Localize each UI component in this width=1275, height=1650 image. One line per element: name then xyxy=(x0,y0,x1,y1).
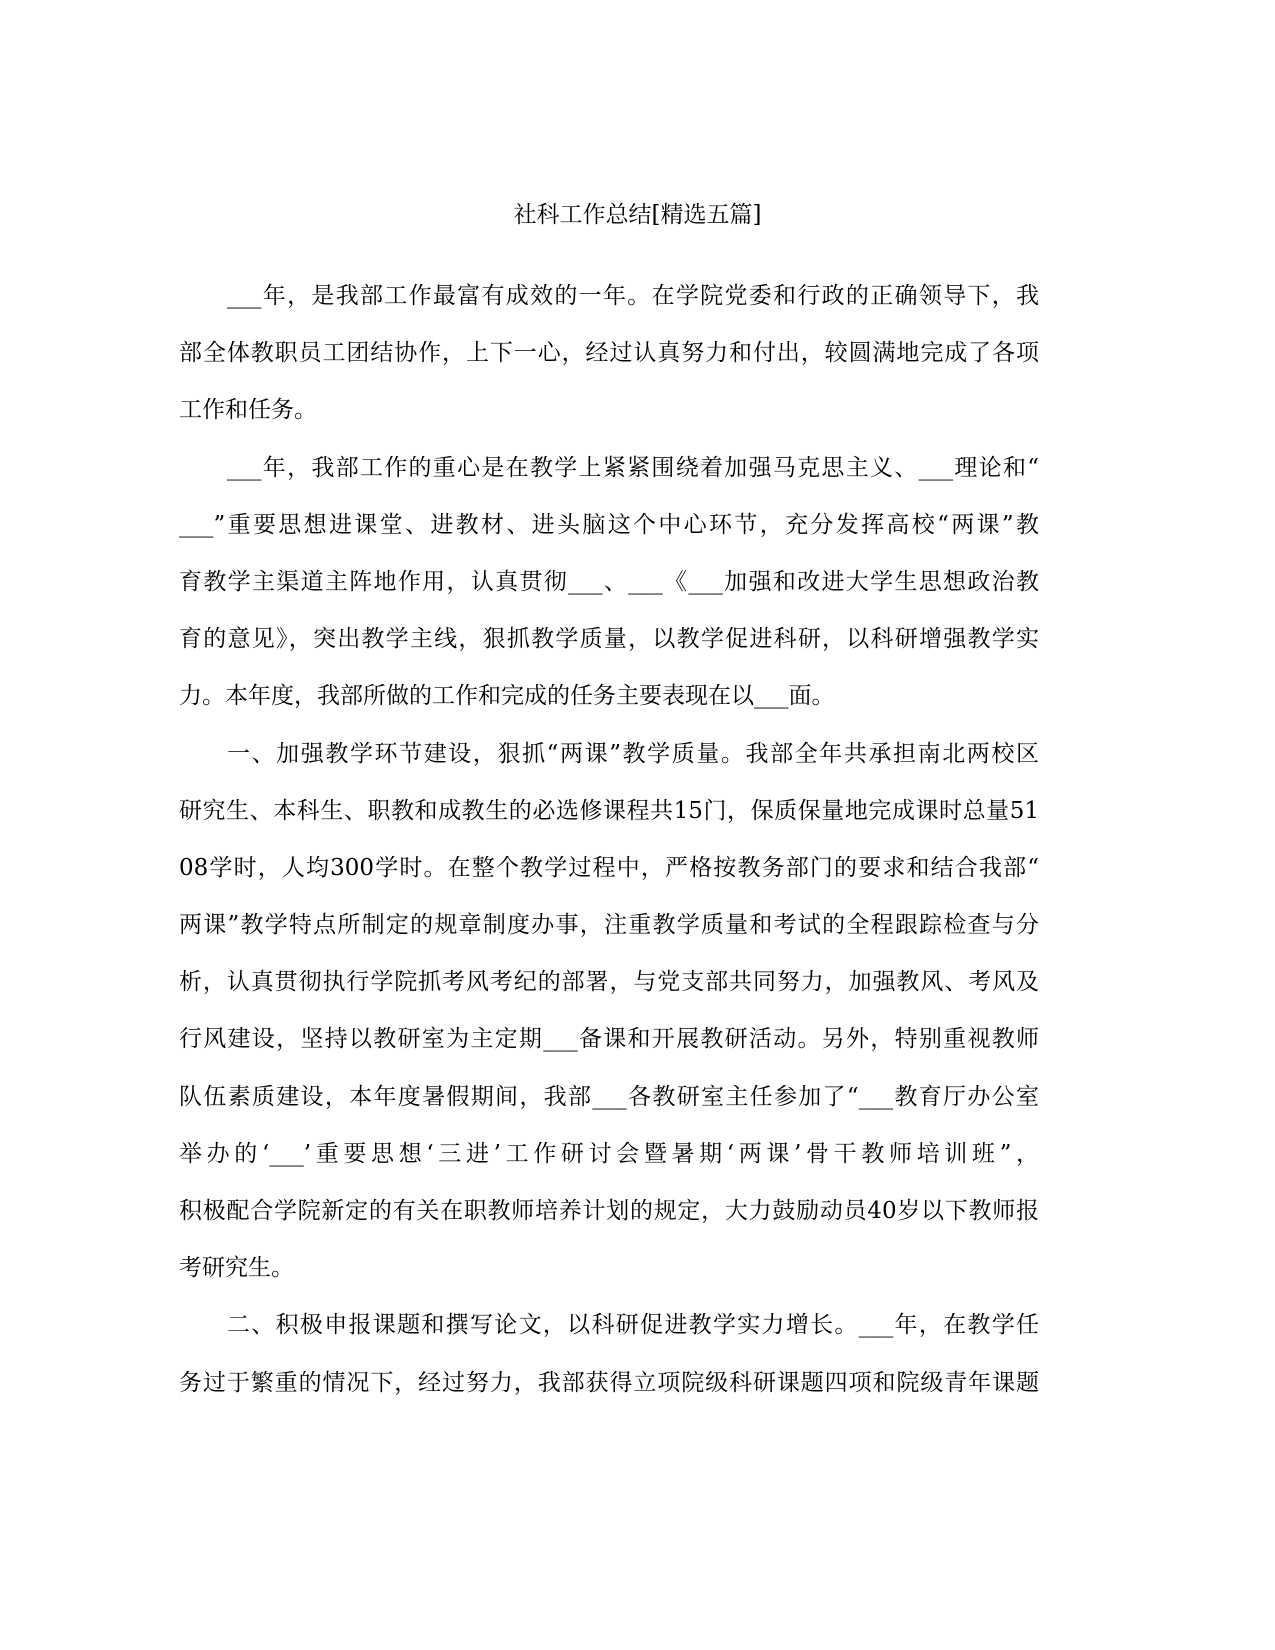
text-line: 务过于繁重的情况下，经过努力，我部获得立项院级科研课题四项和院级青年课题 xyxy=(179,1369,1039,1396)
text-line: 考研究生。 xyxy=(179,1255,294,1282)
text-line: 研究生、本科生、职教和成教生的必选修课程共15门，保质保量地完成课时总量51 xyxy=(179,797,1039,824)
text-line: 行风建设，坚持以教研室为主定期___备课和开展教研活动。另外，特别重视教师 xyxy=(179,1026,1039,1053)
text-line: 队伍素质建设，本年度暑假期间，我部___各教研室主任参加了“___教育厅办公室 xyxy=(179,1083,1039,1110)
text-line: 析，认真贯彻执行学院抓考风考纪的部署，与党支部共同努力，加强教风、考风及 xyxy=(179,969,1039,996)
text-line: ___年，我部工作的重心是在教学上紧紧围绕着加强马克思主义、___理论和“ xyxy=(227,454,1039,481)
text-line: 积极配合学院新定的有关在职教师培养计划的规定，大力鼓励动员40岁以下教师报 xyxy=(179,1198,1039,1224)
text-line: 二、积极申报课题和撰写论文，以科研促进教学实力增长。___年，在教学任 xyxy=(227,1312,1039,1339)
text-line: 举办的‘___’重要思想‘三进’工作研讨会暨暑期‘两课’骨干教师培训班”， xyxy=(179,1140,1039,1167)
text-line: 力。本年度，我部所做的工作和完成的任务主要表现在以___面。 xyxy=(179,683,835,710)
text-line: 两课”教学特点所制定的规章制度办事，注重教学质量和考试的全程跟踪检查与分 xyxy=(179,912,1039,939)
text-line: 工作和任务。 xyxy=(179,397,317,424)
text-line: 一、加强教学环节建设，狠抓“两课”教学质量。我部全年共承担南北两校区 xyxy=(227,740,1039,767)
document-title: 社科工作总结[精选五篇] xyxy=(513,202,762,228)
document-body xyxy=(179,268,1039,1412)
text-line: 育教学主渠道主阵地作用，认真贯彻___、___《___加强和改进大学生思想政治教 xyxy=(179,568,1039,595)
text-line: 08学时，人均300学时。在整个教学过程中，严格按教务部门的要求和结合我部“ xyxy=(179,854,1039,881)
text-line: ___”重要思想进课堂、进教材、进头脑这个中心环节，充分发挥高校“两课”教 xyxy=(179,511,1039,538)
text-line: ___年，是我部工作最富有成效的一年。在学院党委和行政的正确领导下，我 xyxy=(227,283,1039,309)
text-line: 部全体教职员工团结协作，上下一心，经过认真努力和付出，较圆满地完成了各项 xyxy=(179,340,1039,367)
text-line: 育的意见》，突出教学主线，狠抓教学质量，以教学促进科研，以科研增强教学实 xyxy=(179,626,1039,653)
